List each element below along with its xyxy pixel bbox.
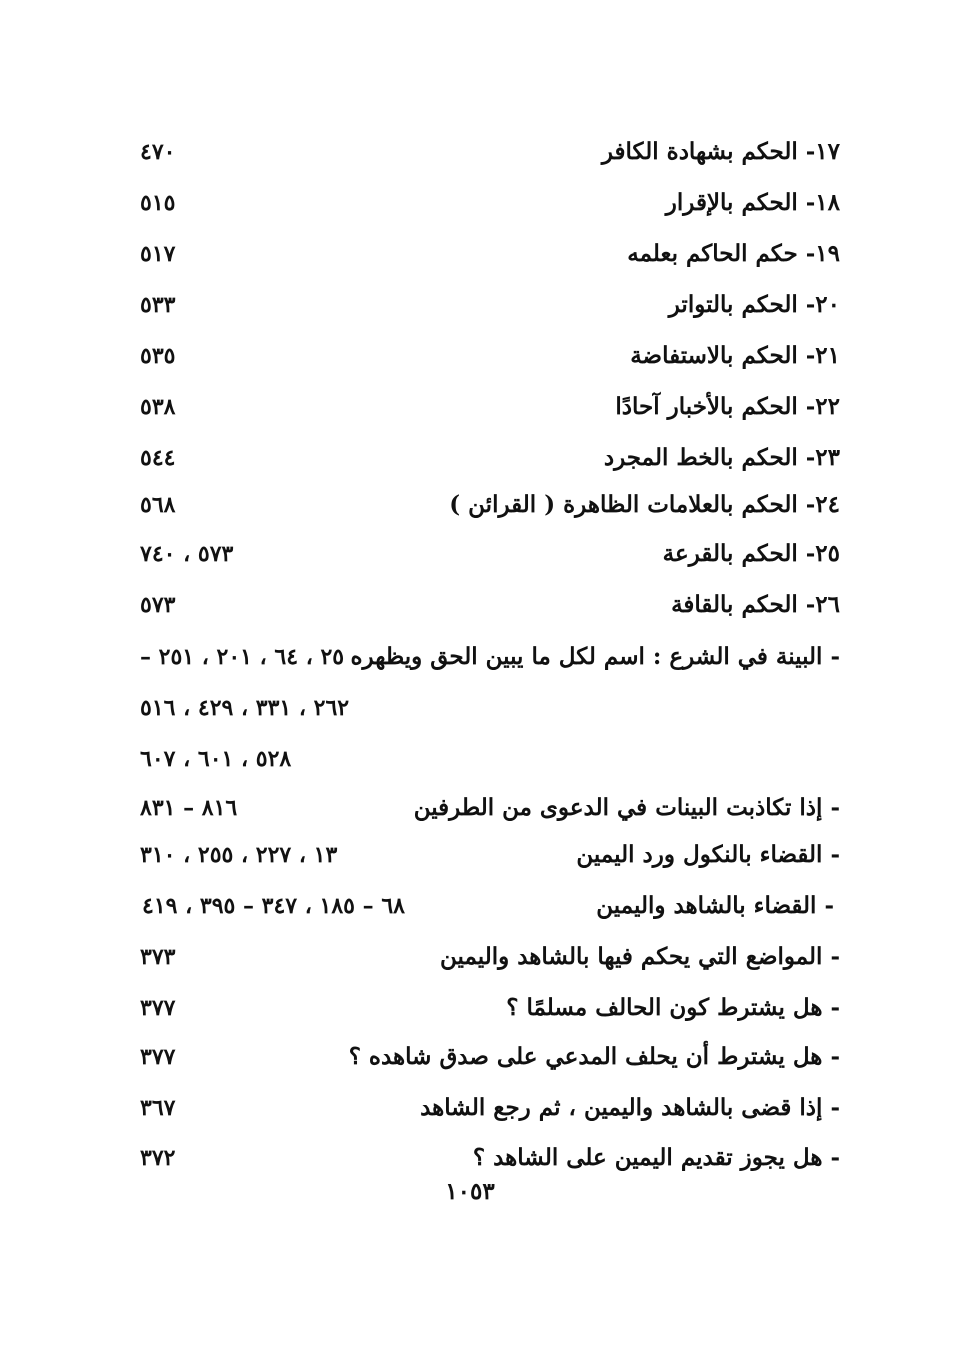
entry-topic: ٢٢- الحكم بالأخبار آحادًا bbox=[615, 393, 840, 420]
entry-topic: ٢٥- الحكم بالقرعة bbox=[662, 540, 840, 567]
index-entry bbox=[130, 884, 840, 928]
entry-pages: ٥٣٨ bbox=[140, 394, 176, 420]
index-entry bbox=[130, 334, 840, 378]
entry-pages: ٢٦٢ ، ٣٣١ ، ٤٢٩ ، ٥١٦ bbox=[140, 695, 350, 721]
entry-topic: - هل يجوز تقديم اليمين على الشاهد ؟ bbox=[472, 1144, 840, 1171]
page-number: ١٠٥٣ bbox=[445, 1178, 495, 1205]
entry-topic: ١٨- الحكم بالإقرار bbox=[665, 189, 840, 216]
index-entry bbox=[130, 635, 840, 679]
entry-pages: ٥٢٨ ، ٦٠١ ، ٦٠٧ bbox=[140, 746, 292, 772]
index-entry bbox=[130, 283, 840, 327]
index-entry bbox=[130, 833, 840, 877]
entry-topic: - القضاء بالشاهد واليمين bbox=[596, 892, 834, 919]
index-entry-continuation bbox=[130, 686, 840, 730]
index-entry bbox=[130, 532, 840, 576]
entry-pages: ٢٥ ، ٦٤ ، ٢٠١ ، ٢٥١ – bbox=[140, 644, 345, 670]
index-entry bbox=[130, 1086, 840, 1130]
index-entry bbox=[130, 483, 840, 527]
entry-pages: ٥١٧ bbox=[140, 241, 176, 267]
entry-topic: - إذا تكاذبت البينات في الدعوى من الطرفين bbox=[413, 794, 840, 821]
index-entry bbox=[130, 232, 840, 276]
entry-pages: ٥٣٥ bbox=[140, 343, 176, 369]
entry-pages: ٥٧٣ bbox=[140, 592, 176, 618]
entry-topic: - هل يشترط كون الحالف مسلمًا ؟ bbox=[506, 994, 840, 1021]
entry-pages: ٣٧٢ bbox=[140, 1145, 176, 1171]
index-entry-continuation bbox=[130, 737, 840, 781]
entry-topic: - هل يشترط أن يحلف المدعي على صدق شاهده ؟ bbox=[348, 1043, 840, 1070]
entry-pages: ٣٧٣ bbox=[140, 944, 176, 970]
index-entry bbox=[130, 436, 840, 480]
entry-pages: ٣٧٧ bbox=[140, 995, 176, 1021]
index-entry bbox=[130, 181, 840, 225]
entry-pages: ٥٣٣ bbox=[140, 292, 176, 318]
index-entry bbox=[130, 1035, 840, 1079]
entry-topic: - المواضع التي يحكم فيها بالشاهد واليمين bbox=[440, 943, 840, 970]
entry-topic: ٢٣- الحكم بالخط المجرد bbox=[603, 444, 840, 471]
index-entry bbox=[130, 130, 840, 174]
entry-pages: ٨١٦ – ٨٣١ bbox=[140, 795, 238, 821]
entry-pages: ٥١٥ bbox=[140, 190, 176, 216]
index-entry bbox=[130, 986, 840, 1030]
entry-topic: ١٧- الحكم بشهادة الكافر bbox=[601, 138, 840, 165]
index-entry bbox=[130, 385, 840, 429]
entry-pages: ٣٦٧ bbox=[140, 1095, 176, 1121]
entry-topic: ٢١- الحكم بالاستفاضة bbox=[630, 342, 840, 369]
entry-topic: ٢٤- الحكم بالعلامات الظاهرة ( القرائن ) bbox=[449, 491, 840, 518]
entry-pages: ٥٦٨ bbox=[140, 492, 176, 518]
entry-pages: ٥٤٤ bbox=[140, 445, 176, 471]
entry-topic: ٢٦- الحكم بالقافة bbox=[671, 591, 840, 618]
index-entry bbox=[130, 583, 840, 627]
entry-pages: ١٣ ، ٢٢٧ ، ٢٥٥ ، ٣١٠ bbox=[140, 842, 338, 868]
entry-pages: ٥٧٣ ، ٧٤٠ bbox=[140, 541, 234, 567]
index-entry bbox=[130, 935, 840, 979]
entry-topic: - القضاء بالنكول ورد اليمين bbox=[576, 841, 840, 868]
entry-topic: ٢٠- الحكم بالتواتر bbox=[668, 291, 840, 318]
entry-pages: ٤٧٠ bbox=[140, 139, 176, 165]
entry-pages: ٣٧٧ bbox=[140, 1044, 176, 1070]
entry-topic: - إذا قضى بالشاهد واليمين ، ثم رجع الشاهد bbox=[420, 1094, 840, 1121]
entry-pages: ٦٨ – ١٨٥ ، ٣٤٧ – ٣٩٥ ، ٤١٩ bbox=[142, 893, 405, 919]
index-entry bbox=[130, 786, 840, 830]
entry-topic: - البينة في الشرع : اسم لكل ما يبين الحق ويظهره bbox=[350, 643, 840, 670]
entry-topic: ١٩- حكم الحاكم بعلمه bbox=[627, 240, 840, 267]
index-entry bbox=[130, 1136, 840, 1180]
